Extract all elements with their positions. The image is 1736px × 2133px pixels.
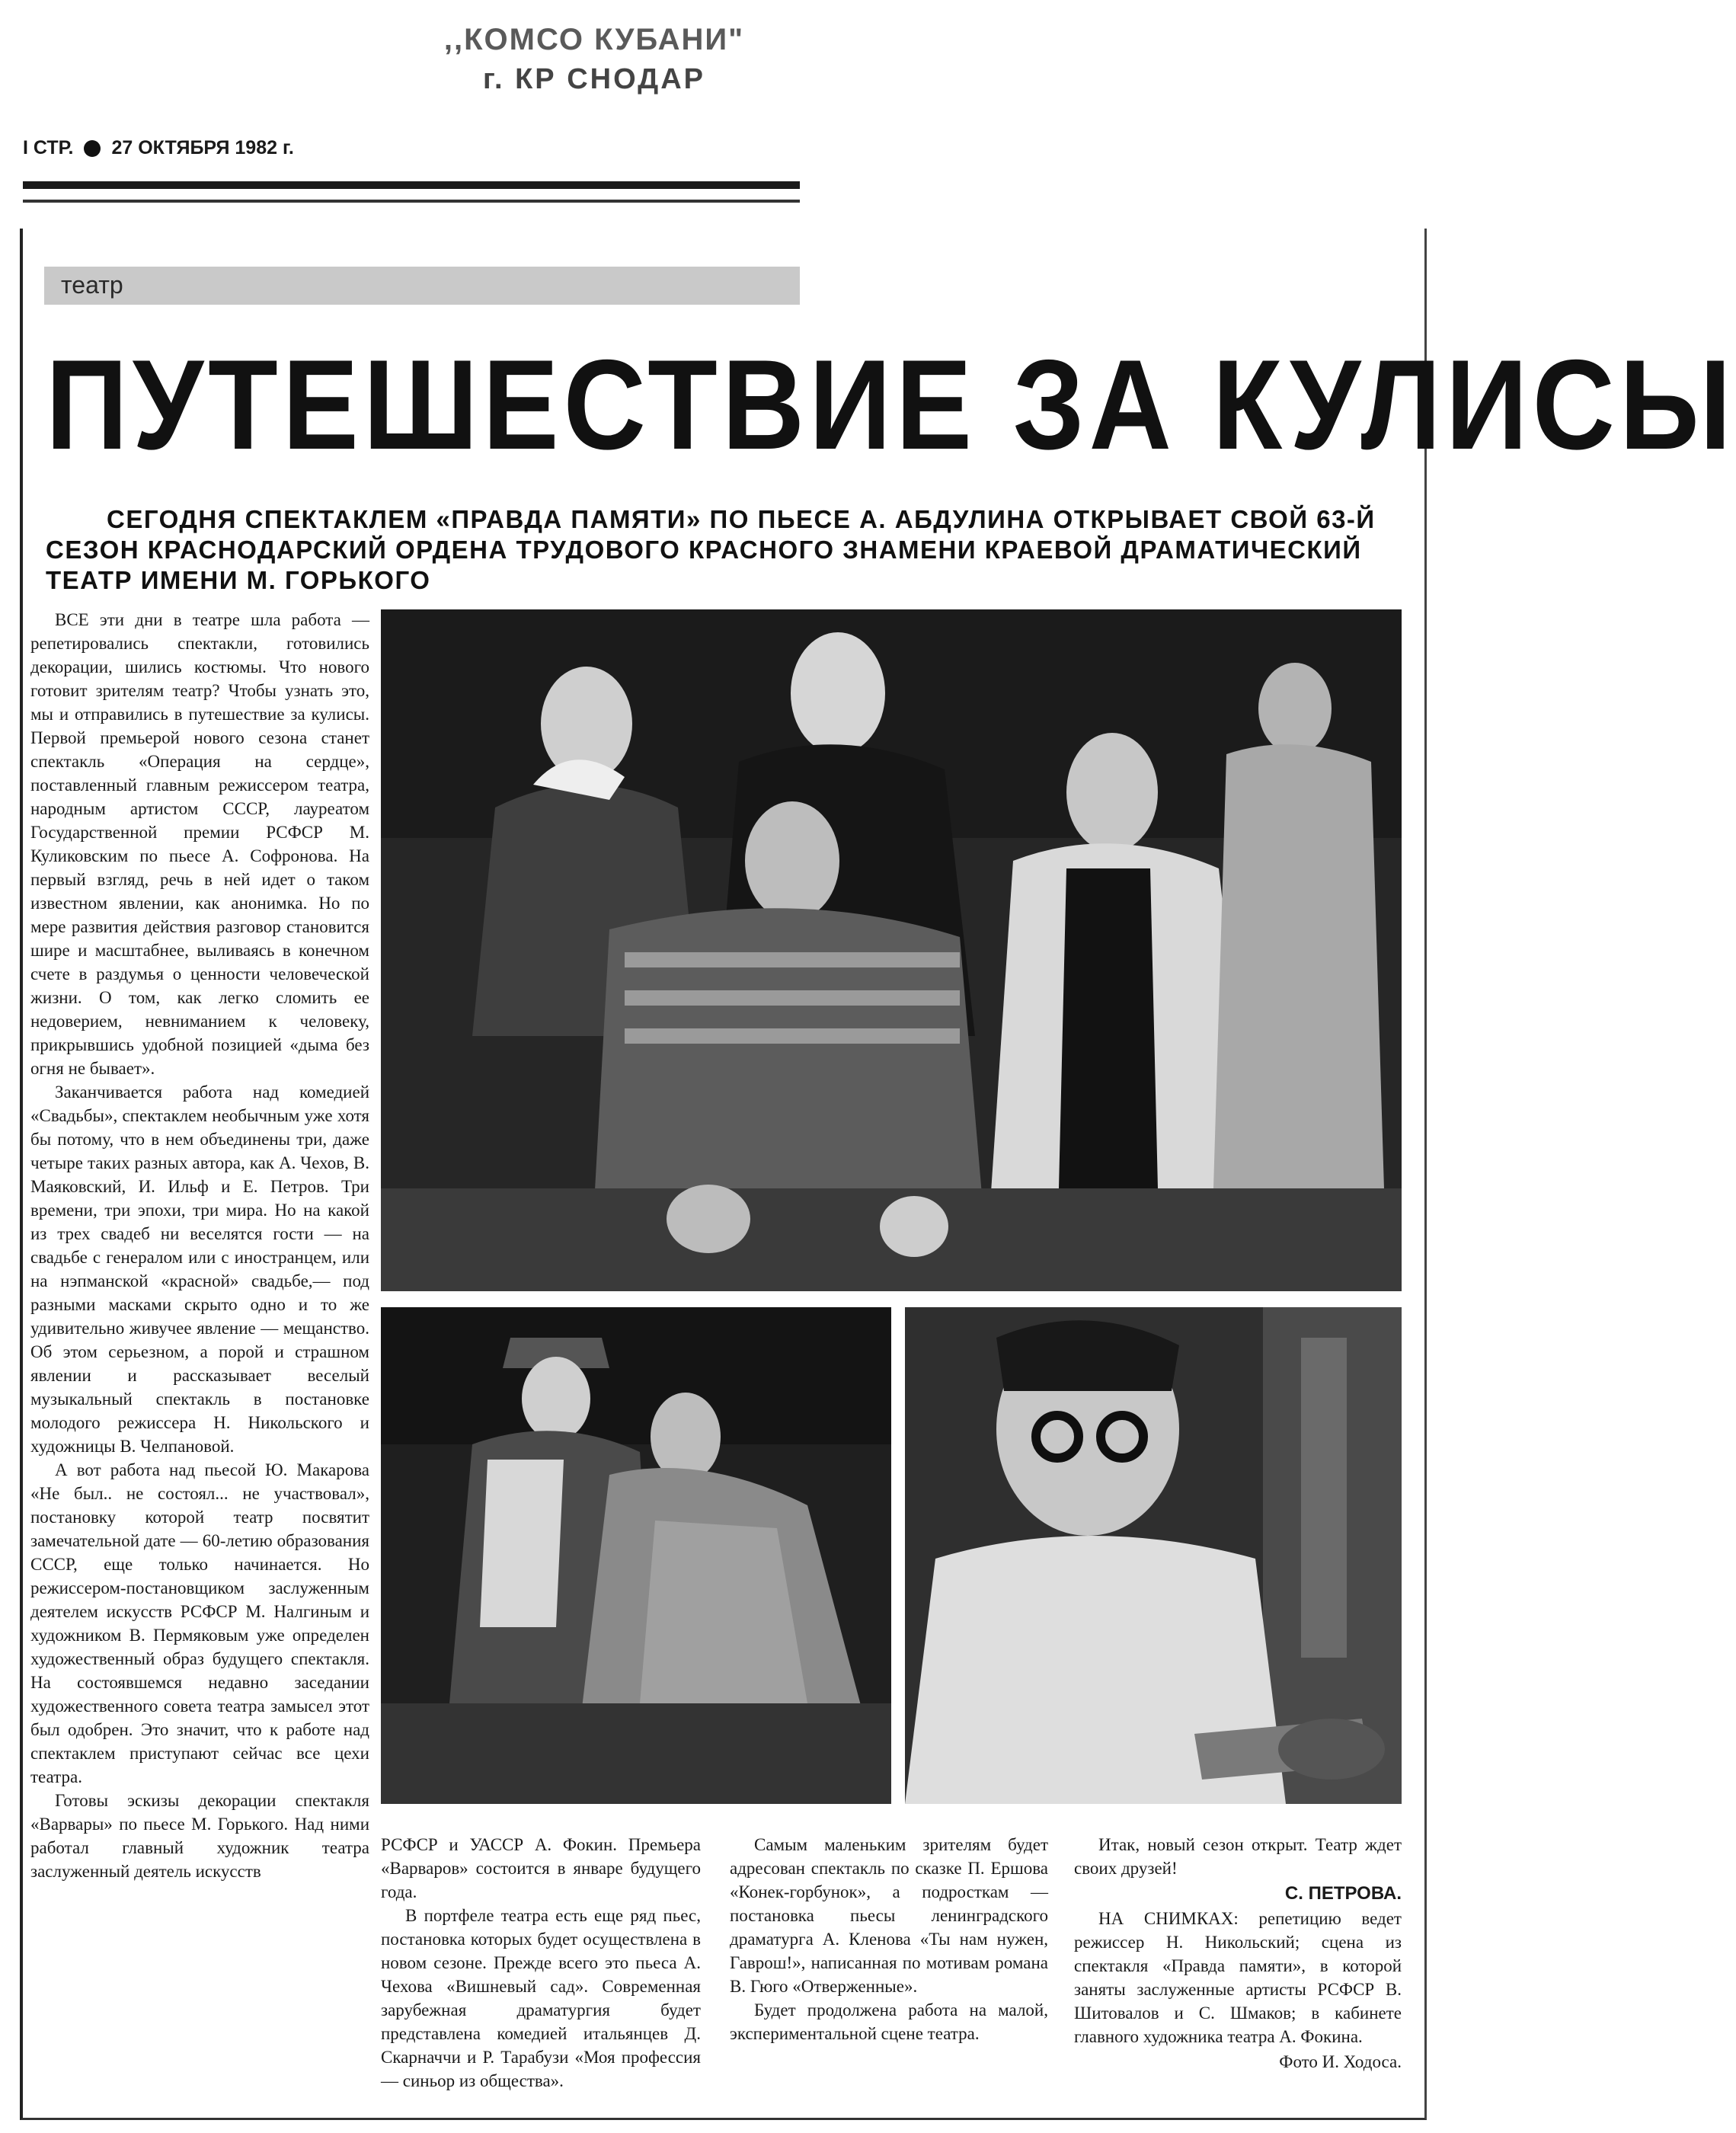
photo-credit: Фото И. Ходоса. (1279, 2052, 1402, 2071)
photo-stage-scene-image (381, 1307, 891, 1804)
page-number: I СТР. (23, 137, 74, 158)
issue-date: 27 ОКТЯБРЯ 1982 г. (111, 137, 294, 158)
article-headline: ПУТЕШЕСТВИЕ ЗА КУЛИСЫ (46, 332, 1736, 476)
photo-artist-office (905, 1307, 1402, 1804)
author-signature: С. ПЕТРОВА. (1284, 1883, 1402, 1904)
photo-rehearsal-image (381, 609, 1402, 1291)
paragraph: Итак, новый сезон открыт. Театр ждет своих друзей! (1074, 1835, 1402, 1878)
stamp-newspaper-name: ,,КОМСО КУБАНИ" (443, 23, 745, 56)
dateline (23, 137, 294, 159)
photo-artist-office-image (905, 1307, 1402, 1804)
paragraph: Будет продолжена работа на малой, экспериментальной сцене театра. (730, 2000, 1048, 2043)
paragraph: РСФСР и УАССР А. Фокин. Премьера «Варваров» состоится в январе будущего года. (381, 1835, 701, 1901)
text-column-1 (30, 608, 369, 1883)
newspaper-stamp (396, 23, 792, 96)
article-lead: СЕГОДНЯ СПЕКТАКЛЕМ «ПРАВДА ПАМЯТИ» ПО ПЬЕСЕ А. АБДУЛИНА ОТКРЫВАЕТ СВОЙ 63-Й СЕЗОН КРАСНОДАРСКИЙ ОРДЕНА ТРУДОВОГО КРАСНОГО ЗНАМЕНИ КРАЕВОЙ ДРАМАТИЧЕСКИЙ ТЕАТР ИМЕНИ М. ГОРЬКОГО (46, 505, 1376, 594)
text-column-2 (381, 1833, 701, 2093)
photo-captions: НА СНИМКАХ: репетицию ведет режиссер Н. Никольский; сцена из спектакля «Правда памяти», в которой заняты заслуженные артисты РСФСР В. Шитовалов и С. Шмаков; в кабинете главного художника театра А. Фокина. (1074, 1909, 1402, 2046)
photo-stage-scene (381, 1307, 891, 1804)
stamp-city: г. КР СНОДАР (482, 63, 706, 95)
paragraph: А вот работа над пьесой Ю. Макарова «Не был.. не состоял... не участвовал», постановку которой театр посвятит замечательной дате — 60-летию образования СССР, еще только начинается. Но режиссером-постановщиком заслуженным деятелем искусств РСФСР М. Налгиным и художником В. Пермяковым уже определен художественный образ будущего спектакля. На состоявшемся недавно заседании художественного совета театра замысел этот был одобрен. Это значит, что к работе над спектаклем приступают сейчас все цехи театра. (30, 1460, 369, 1786)
paragraph: В портфеле театра есть еще ряд пьес, постановка которых будет осуществлена в новом сезоне. Прежде всего это пьеса А. Чехова «Вишневый сад». Современная зарубежная драматургия будет представлена комедией итальянцев Д. Скарначчи и Р. Тарабузи «Моя профессия — синьор из общества». (381, 1906, 701, 2090)
rubric-band (44, 267, 800, 305)
top-rule-thin (23, 200, 800, 203)
paragraph: Готовы эскизы декорации спектакля «Варвары» по пьесе М. Горького. Над ними работал главный художник театра заслуженный деятель искусств (30, 1791, 369, 1881)
text-column-4 (1074, 1833, 1402, 2074)
bullet-dot-icon (84, 140, 101, 157)
paragraph: Самым маленьким зрителям будет адресован спектакль по сказке П. Ершова «Конек-горбунок», а подросткам — постановка пьесы ленинградского драматурга А. Кленова «Ты нам нужен, Гаврош!», написанная по мотивам романа В. Гюго «Отверженные». (730, 1835, 1048, 1996)
top-rule-thick (23, 181, 800, 189)
paragraph: Заканчивается работа над комедией «Свадьбы», спектаклем необычным уже хотя бы потому, что в нем объединены три, даже четыре таких разных автора, как А. Чехов, В. Маяковский, И. Ильф и Е. Петров. Три времени, три эпохи, три мира. Но на какой из трех свадеб ни веселятся гости — на свадьбе с генералом или с иностранцем, или на нэпманской «красной» свадьбе,— под разными масками скрыто одно и то же удивительно живучее явление — мещанство. Об этом серьезном, а порой и страшном явлении и рассказывает веселый музыкальный спектакль в постановке молодого режиссера Н. Никольского и художницы В. Челпановой. (30, 1082, 369, 1456)
paragraph: ВСЕ эти дни в театре шла работа — репетировались спектакли, готовились декорации, шились костюмы. Что нового готовит зрителям театр? Чтобы узнать это, мы и отправились в путешествие за кулисы. Первой премьерой нового сезона станет спектакль «Операция на сердце», поставленный главным режиссером театра, народным артистом СССР, лауреатом Государственной премии РСФСР М. Куликовским по пьесе А. Софронова. На первый взгляд, речь в ней идет о таком известном явлении, как анонимка. Но по мере развития действия разговор становится шире и масштабнее, выливаясь в конечном счете в раздумья о ценности человеческой жизни. О том, как легко сломить ее недоверием, невниманием к человеку, прикрывшись удобной позицией «дыма без огня не бывает». (30, 610, 369, 1078)
photo-rehearsal (381, 609, 1402, 1291)
text-column-3 (730, 1833, 1048, 2045)
rubric-label: театр (61, 271, 123, 299)
